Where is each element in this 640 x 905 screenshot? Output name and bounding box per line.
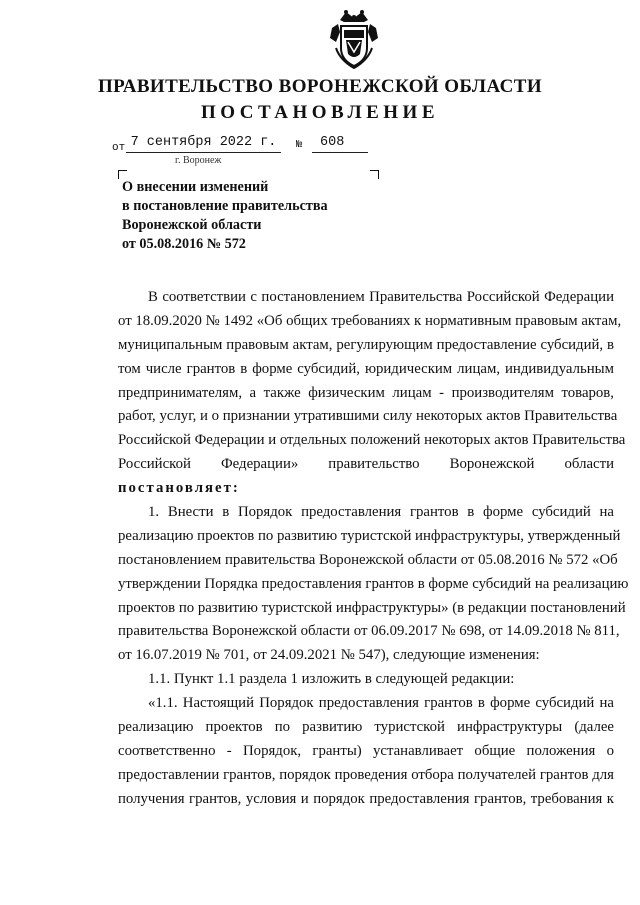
body-line: соответственно - Порядок, гранты) устанавливает общие положения о [118,742,614,759]
body-line: Российской Федерации и отдельных положений некоторых актов Правительства [118,432,626,449]
body-line: муниципальным правовым актам, регулирующим предоставление субсидий, в [118,336,614,353]
body-line: правительства Воронежской области от 06.09.2017 № 698, от 14.09.2018 № 811, [118,623,620,640]
subject-line: в постановление правительства [122,198,328,214]
number-underline [312,152,368,153]
document-number: 608 [320,135,345,150]
body-line: Российской Федерации» правительство Воронежской области [118,456,614,473]
document-subject [122,178,382,254]
coat-of-arms-emblem [326,8,382,70]
body-line: от 18.09.2020 № 1492 «Об общих требованиях к нормативным правовым актам, [118,312,622,329]
subject-line: Воронежской области [122,217,262,233]
body-line: проектов по развитию туристской инфраструктуры» (в редакции постановлений [118,599,626,616]
body-line: реализацию проектов по развитию туристской инфраструктуры, утвержденный [118,527,621,544]
body-line: получения грантов, условия и порядок предоставления грантов, требования к [118,790,614,807]
body-line: работ, услуг, и о признании утратившими силу некоторых актов Правительства [118,408,618,425]
city-label: г. Воронеж [175,155,222,166]
document-body [118,286,629,812]
organization-title: ПРАВИТЕЛЬСТВО ВОРОНЕЖСКОЙ ОБЛАСТИ [97,76,543,97]
body-line: «1.1. Настоящий Порядок предоставления грантов в форме субсидий на [148,695,614,712]
body-line: утверждении Порядка предоставления грантов в форме субсидий на реализацию [118,575,629,592]
body-line: реализацию проектов по развитию туристской инфраструктуры (далее [118,719,614,736]
subject-line: О внесении изменений [122,179,269,195]
body-line: постановлением правительства Воронежской области от 05.08.2016 № 572 «Об [118,551,618,568]
document-type-title: ПОСТАНОВЛЕНИЕ [200,102,440,123]
resolves-word: постановляет: [118,480,240,497]
number-sign: № [296,139,303,151]
document-date: 7 сентября 2022 г. [130,135,277,150]
body-line: предоставлении грантов, порядок проведения отбора получателей грантов для [118,766,614,783]
date-number-line [112,135,372,157]
body-line: 1.1. Пункт 1.1 раздела 1 изложить в следующей редакции: [148,671,515,688]
date-underline [126,152,281,153]
body-line: предпринимателям, а также физическим лицам - производителям товаров, [118,384,614,401]
body-line: от 16.07.2019 № 701, от 24.09.2021 № 547), следующие изменения: [118,647,540,664]
date-prefix: от [112,142,126,154]
body-line: В соответствии с постановлением Правительства Российской Федерации [148,289,614,305]
subject-line: от 05.08.2016 № 572 [122,236,246,252]
body-line: 1. Внести в Порядок предоставления грантов в форме субсидий на [148,504,614,521]
body-line: том числе грантов в форме субсидий, юридическим лицам, индивидуальным [118,360,614,377]
